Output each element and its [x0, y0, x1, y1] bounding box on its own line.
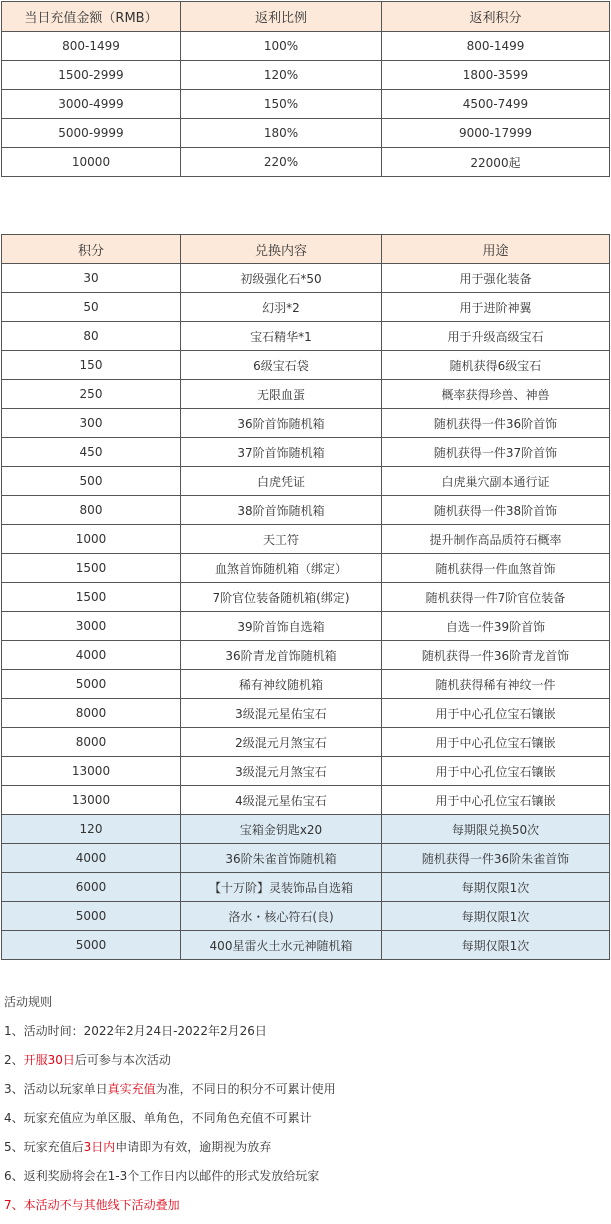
table-row — [2, 786, 610, 815]
table-cell: 5000-9999 — [2, 119, 181, 148]
header-cell: 积分 — [2, 235, 181, 264]
table-row — [2, 351, 610, 380]
table-cell: 9000-17999 — [382, 119, 610, 148]
table-cell: 宝箱金钥匙x20 — [181, 815, 382, 844]
table-cell: 随机获得一件38阶首饰 — [382, 496, 610, 525]
header-cell: 返利比例 — [181, 2, 382, 32]
rule-text: 4、玩家充值应为单区服、单角色，不同角色充值不可累计 — [4, 1111, 312, 1125]
table-row — [2, 467, 610, 496]
table-row — [2, 641, 610, 670]
rule-item — [4, 1079, 611, 1108]
table-cell: 36阶首饰随机箱 — [181, 409, 382, 438]
table-cell: 幻羽*2 — [181, 293, 382, 322]
table-cell: 白虎凭证 — [181, 467, 382, 496]
rule-text: 5、玩家充值后 — [4, 1140, 84, 1154]
table-cell: 1500 — [2, 583, 181, 612]
table-cell: 300 — [2, 409, 181, 438]
table-cell: 3级混元月煞宝石 — [181, 757, 382, 786]
rule-highlight: 开服30日 — [23, 1053, 75, 1067]
table-cell: 3000-4999 — [2, 90, 181, 119]
table-cell: 用于中心孔位宝石镶嵌 — [382, 728, 610, 757]
table-cell: 用于进阶神翼 — [382, 293, 610, 322]
rule-item — [4, 1050, 611, 1079]
table-cell: 每期限兑换50次 — [382, 815, 610, 844]
table-cell: 1500 — [2, 554, 181, 583]
table-cell: 800 — [2, 496, 181, 525]
table-row — [2, 61, 610, 90]
table-cell: 180% — [181, 119, 382, 148]
rule-item — [4, 1166, 611, 1195]
table-cell: 7阶官位装备随机箱(绑定) — [181, 583, 382, 612]
table-cell: 150% — [181, 90, 382, 119]
table-row — [2, 612, 610, 641]
table-row — [2, 815, 610, 844]
header-cell: 兑换内容 — [181, 235, 382, 264]
rule-text: 1、活动时间：2022年2月24日-2022年2月26日 — [4, 1024, 267, 1038]
rule-text: 3、活动以玩家单日 — [4, 1082, 108, 1096]
table-header — [2, 235, 610, 264]
table-row — [2, 844, 610, 873]
table-cell: 宝石精华*1 — [181, 322, 382, 351]
table-cell: 每期仅限1次 — [382, 902, 610, 931]
table-cell: 4000 — [2, 641, 181, 670]
table-cell: 37阶首饰随机箱 — [181, 438, 382, 467]
table-cell: 30 — [2, 264, 181, 293]
rules-title: 活动规则 — [4, 995, 53, 1009]
table-cell: 随机获得稀有神纹一件 — [382, 670, 610, 699]
table-cell: 1000 — [2, 525, 181, 554]
header-cell: 用途 — [382, 235, 610, 264]
table-cell: 8000 — [2, 699, 181, 728]
table-cell: 自选一件39阶首饰 — [382, 612, 610, 641]
table-cell: 随机获得一件36阶首饰 — [382, 409, 610, 438]
table-cell: 6级宝石袋 — [181, 351, 382, 380]
table-cell: 800-1499 — [382, 32, 610, 61]
table-cell: 稀有神纹随机箱 — [181, 670, 382, 699]
table-cell: 5000 — [2, 670, 181, 699]
table-cell: 随机获得一件36阶青龙首饰 — [382, 641, 610, 670]
table-cell: 38阶首饰随机箱 — [181, 496, 382, 525]
table-cell: 每期仅限1次 — [382, 873, 610, 902]
table-row — [2, 293, 610, 322]
table-cell: 初级强化石*50 — [181, 264, 382, 293]
table-cell: 2级混元月煞宝石 — [181, 728, 382, 757]
table-cell: 150 — [2, 351, 181, 380]
table-cell: 8000 — [2, 728, 181, 757]
table-cell: 450 — [2, 438, 181, 467]
table-row — [2, 931, 610, 960]
table-cell: 1800-3599 — [382, 61, 610, 90]
table-cell: 用于升级高级宝石 — [382, 322, 610, 351]
rule-text: 为准，不同日的积分不可累计使用 — [155, 1082, 336, 1096]
table-cell: 提升制作高品质符石概率 — [382, 525, 610, 554]
table-cell: 120 — [2, 815, 181, 844]
table-cell: 36阶朱雀首饰随机箱 — [181, 844, 382, 873]
table-cell: 10000 — [2, 148, 181, 177]
table-cell: 250 — [2, 380, 181, 409]
table-row — [2, 670, 610, 699]
table-cell: 4级混元星佑宝石 — [181, 786, 382, 815]
table-header — [2, 2, 610, 32]
table-cell: 4500-7499 — [382, 90, 610, 119]
table-row — [2, 583, 610, 612]
table-cell: 每期仅限1次 — [382, 931, 610, 960]
table-row — [2, 496, 610, 525]
table-row — [2, 525, 610, 554]
table-row — [2, 902, 610, 931]
table-cell: 白虎巢穴副本通行证 — [382, 467, 610, 496]
table-cell: 3级混元星佑宝石 — [181, 699, 382, 728]
table-row — [2, 728, 610, 757]
table-cell: 5000 — [2, 931, 181, 960]
table-row — [2, 873, 610, 902]
activity-rules — [4, 992, 611, 1224]
table-cell: 5000 — [2, 902, 181, 931]
rule-highlight: 3日内 — [83, 1140, 116, 1154]
table-row — [2, 119, 610, 148]
table-cell: 120% — [181, 61, 382, 90]
table-row — [2, 322, 610, 351]
rule-text: 申请即为有效，逾期视为放弃 — [115, 1140, 272, 1154]
rule-text: 2、 — [4, 1053, 24, 1067]
table-cell: 随机获得一件7阶官位装备 — [382, 583, 610, 612]
table-cell: 100% — [181, 32, 382, 61]
table-cell: 3000 — [2, 612, 181, 641]
table-cell: 随机获得6级宝石 — [382, 351, 610, 380]
rule-text: 后可参与本次活动 — [74, 1053, 171, 1067]
rule-item — [4, 1021, 611, 1050]
table-cell: 6000 — [2, 873, 181, 902]
table-cell: 50 — [2, 293, 181, 322]
table-cell: 用于中心孔位宝石镶嵌 — [382, 786, 610, 815]
table-cell: 用于中心孔位宝石镶嵌 — [382, 699, 610, 728]
table-row — [2, 438, 610, 467]
table-row — [2, 554, 610, 583]
table-cell: 随机获得一件37阶首饰 — [382, 438, 610, 467]
header-cell: 返利积分 — [382, 2, 610, 32]
table-row — [2, 32, 610, 61]
table-cell: 220% — [181, 148, 382, 177]
table-cell: 39阶首饰自选箱 — [181, 612, 382, 641]
rule-item — [4, 1137, 611, 1166]
rule-text: 6、返利奖励将会在1-3个工作日内以邮件的形式发放给玩家 — [4, 1169, 320, 1183]
table-row — [2, 380, 610, 409]
rule-item — [4, 1195, 611, 1224]
table-cell: 80 — [2, 322, 181, 351]
table-cell: 13000 — [2, 757, 181, 786]
table-row — [2, 148, 610, 177]
table-cell: 1500-2999 — [2, 61, 181, 90]
table-row — [2, 699, 610, 728]
table-cell: 500 — [2, 467, 181, 496]
rule-item — [4, 1108, 611, 1137]
table-cell: 随机获得一件血煞首饰 — [382, 554, 610, 583]
table-cell: 用于中心孔位宝石镶嵌 — [382, 757, 610, 786]
table-row — [2, 409, 610, 438]
rebate-table — [1, 1, 610, 177]
table-cell: 800-1499 — [2, 32, 181, 61]
table-cell: 血煞首饰随机箱（绑定） — [181, 554, 382, 583]
table-cell: 天工符 — [181, 525, 382, 554]
table-cell: 400星雷火土水元神随机箱 — [181, 931, 382, 960]
exchange-table — [1, 234, 610, 960]
table-cell: 4000 — [2, 844, 181, 873]
table-cell: 22000起 — [382, 148, 610, 177]
table-row — [2, 90, 610, 119]
table-cell: 无限血蛋 — [181, 380, 382, 409]
table-cell: 洛水・核心符石(良) — [181, 902, 382, 931]
rule-highlight: 真实充值 — [107, 1082, 156, 1096]
table-cell: 概率获得珍兽、神兽 — [382, 380, 610, 409]
rule-highlight: 7、本活动不与其他线下活动叠加 — [4, 1198, 180, 1212]
table-cell: 用于强化装备 — [382, 264, 610, 293]
table-cell: 【十万阶】灵装饰品自选箱 — [181, 873, 382, 902]
table-cell: 随机获得一件36阶朱雀首饰 — [382, 844, 610, 873]
table-row — [2, 757, 610, 786]
table-row — [2, 264, 610, 293]
table-cell: 13000 — [2, 786, 181, 815]
header-cell: 当日充值金额（RMB） — [2, 2, 181, 32]
table-cell: 36阶青龙首饰随机箱 — [181, 641, 382, 670]
